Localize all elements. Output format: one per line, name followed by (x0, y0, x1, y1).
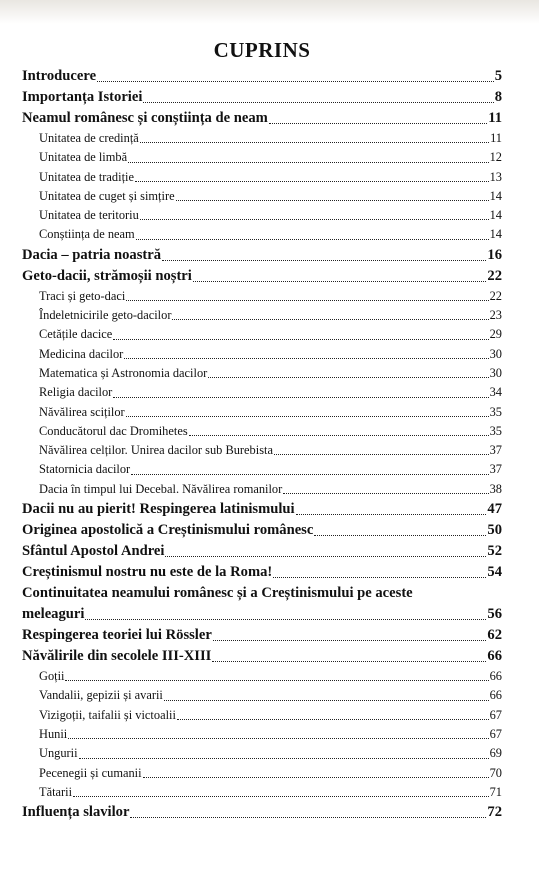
toc-page-number: 29 (489, 327, 502, 342)
toc-entry-main (22, 520, 502, 541)
toc-entry-label: Pecenegii și cumanii (39, 765, 142, 780)
dot-leader (162, 259, 486, 261)
toc-entry-label: Statornicia dacilor (39, 462, 131, 477)
toc-page-number: 12 (489, 150, 502, 165)
toc-entry-sub (22, 168, 502, 187)
toc-list (22, 66, 502, 823)
toc-page-number: 67 (489, 726, 502, 741)
toc-page-number: 66 (487, 648, 502, 665)
toc-entry-sub (22, 686, 502, 705)
toc-page-number: 34 (489, 385, 502, 400)
toc-page-number: 47 (487, 501, 502, 518)
toc-entry-sub (22, 744, 502, 763)
toc-entry-sub (22, 725, 502, 744)
toc-entry-label: Năvălirea celților. Unirea dacilor sub Burebista (39, 443, 273, 458)
toc-entry-main (22, 562, 502, 583)
dot-leader (274, 453, 489, 455)
toc-entry-sub (22, 783, 502, 802)
toc-entry-sub (22, 306, 502, 325)
toc-page-number: 67 (489, 707, 502, 722)
toc-entry-main (22, 541, 502, 562)
toc-entry-label: Îndeletnicirile geto-dacilor (39, 308, 172, 323)
toc-entry-sub (22, 480, 502, 499)
toc-entry-label: Originea apostolică a Creștinismului românesc (22, 522, 314, 539)
dot-leader (165, 555, 486, 557)
dot-leader (68, 737, 488, 739)
toc-entry-sub (22, 225, 502, 244)
toc-page-number: 62 (487, 627, 502, 644)
toc-page-number: 69 (489, 746, 502, 761)
toc-entry-main (22, 66, 502, 87)
toc-page-number: 52 (487, 543, 502, 560)
toc-entry-label: Continuitatea neamului românesc și a Creștinismului pe aceste (22, 585, 413, 602)
dot-leader (113, 338, 488, 340)
toc-entry-sub (22, 383, 502, 402)
toc-page-number: 35 (489, 423, 502, 438)
dot-leader (177, 718, 489, 720)
toc-entry-label: Goții (39, 669, 65, 684)
dot-leader (208, 376, 488, 378)
toc-entry-sub (22, 187, 502, 206)
toc-entry-label: Unitatea de limbă (39, 150, 128, 165)
dot-leader (85, 618, 486, 620)
dot-leader (73, 795, 489, 797)
dot-leader (126, 299, 488, 301)
toc-page-number: 16 (487, 246, 502, 263)
toc-entry-label: Tătarii (39, 784, 73, 799)
toc-entry-label: Conștiința de neam (39, 227, 135, 242)
toc-entry-main (22, 499, 502, 520)
dot-leader (269, 122, 487, 124)
toc-entry-label: Importanța Istoriei (22, 89, 143, 105)
toc-entry-label: Neamul românesc și conștiința de neam (22, 110, 268, 126)
toc-page-number: 30 (489, 365, 502, 380)
dot-leader (136, 238, 489, 240)
toc-entry-sub (22, 206, 502, 225)
dot-leader (176, 199, 489, 201)
toc-entry-label: Vizigoții, taifalii și victoalii (39, 707, 176, 722)
toc-page-number: 72 (487, 804, 502, 821)
dot-leader (273, 576, 486, 578)
dot-leader (164, 699, 489, 701)
dot-leader (314, 534, 486, 536)
dot-leader (126, 415, 489, 417)
dot-leader (193, 280, 487, 282)
toc-entry-sub (22, 325, 502, 344)
dot-leader (143, 776, 489, 778)
toc-entry-sub (22, 148, 502, 167)
dot-leader (172, 318, 488, 320)
toc-entry-label: Hunii (39, 726, 68, 741)
toc-entry-sub (22, 706, 502, 725)
toc-page-number: 37 (489, 443, 502, 458)
dot-leader (130, 816, 486, 818)
toc-page-number: 38 (489, 481, 502, 496)
page-scan-edge (0, 0, 539, 24)
toc-entry-label: Conducătorul dac Dromihetes (39, 423, 188, 438)
toc-entry-label: Influența slavilor (22, 804, 130, 821)
dot-leader (79, 757, 489, 759)
toc-entry-label: Unitatea de tradiție (39, 169, 134, 184)
toc-entry-sub (22, 441, 502, 460)
toc-entry-label: Medicina dacilor (39, 346, 124, 361)
toc-page-number: 8 (494, 89, 502, 105)
dot-leader (140, 218, 489, 220)
toc-entry-sub (22, 764, 502, 783)
toc-entry-continuation (22, 604, 502, 625)
toc-page-number: 66 (489, 669, 502, 684)
toc-page-number: 71 (489, 784, 502, 799)
toc-entry-sub (22, 460, 502, 479)
toc-entry-sub (22, 287, 502, 306)
toc-entry-label: Ungurii (39, 746, 78, 761)
toc-entry-label-cont: meleaguri (22, 606, 85, 623)
toc-entry-sub (22, 667, 502, 686)
toc-entry-main (22, 245, 502, 266)
toc-page-number: 14 (489, 208, 502, 223)
page-title: CUPRINS (213, 38, 311, 62)
toc-entry-label: Respingerea teoriei lui Rössler (22, 627, 212, 644)
toc-page-number: 23 (489, 308, 502, 323)
toc-entry-main (22, 802, 502, 823)
toc-entry-label: Vandalii, gepizii și avarii (39, 688, 163, 703)
toc-entry-main (22, 108, 502, 129)
toc-entry-sub (22, 403, 502, 422)
dot-leader (212, 660, 486, 662)
toc-page-number: 11 (490, 131, 502, 145)
dot-leader (143, 101, 493, 103)
toc-entry-main (22, 625, 502, 646)
toc-entry-label: Unitatea de teritoriu (39, 208, 139, 223)
toc-entry-label: Introducere (22, 68, 97, 84)
toc-entry-label: Năvălirile din secolele III-XIII (22, 648, 212, 665)
dot-leader (189, 434, 489, 436)
dot-leader (128, 161, 489, 163)
toc-page-number: 14 (489, 227, 502, 242)
toc-page-number: 54 (487, 564, 502, 581)
toc-entry-main (22, 646, 502, 667)
toc-entry-sub (22, 345, 502, 364)
dot-leader (65, 679, 488, 681)
toc-page-number: 50 (487, 522, 502, 539)
toc-entry-label: Matematica și Astronomia dacilor (39, 365, 208, 380)
toc-page-number: 11 (488, 110, 502, 126)
toc-page-number: 56 (487, 606, 502, 623)
dot-leader (140, 141, 489, 143)
dot-leader (283, 492, 488, 494)
toc-entry-label: Creștinismul nostru nu este de la Roma! (22, 564, 273, 581)
toc-page-number: 37 (489, 462, 502, 477)
dot-leader (296, 513, 487, 515)
toc-page-number: 13 (489, 169, 502, 184)
toc-page-number: 70 (489, 765, 502, 780)
toc-entry-sub (22, 422, 502, 441)
dot-leader (131, 473, 488, 475)
toc-entry-label: Unitatea de cuget și simțire (39, 188, 175, 203)
dot-leader (97, 80, 494, 82)
toc-entry-main (22, 583, 502, 625)
toc-page-number: 22 (487, 267, 502, 284)
toc-page-number: 14 (489, 188, 502, 203)
toc-entry-label: Năvălirea sciților (39, 404, 125, 419)
toc-page-number: 30 (489, 346, 502, 361)
toc-page-number: 35 (489, 404, 502, 419)
dot-leader (113, 396, 488, 398)
toc-entry-main (22, 266, 502, 287)
toc-entry-label: Geto-dacii, strămoșii noștri (22, 267, 192, 284)
toc-entry-label: Cetățile dacice (39, 327, 113, 342)
toc-entry-sub (22, 364, 502, 383)
dot-leader (135, 180, 489, 182)
toc-page-number: 22 (489, 288, 502, 303)
toc-entry-label: Sfântul Apostol Andrei (22, 543, 165, 560)
toc-entry-label: Dacii nu au pierit! Respingerea latinismului (22, 501, 295, 518)
toc-page-number: 66 (489, 688, 502, 703)
toc-entry-label: Dacia în timpul lui Decebal. Năvălirea romanilor (39, 481, 283, 496)
toc-entry-label: Traci și geto-daci (39, 288, 126, 303)
dot-leader (124, 357, 488, 359)
toc-entry-sub (22, 129, 502, 148)
dot-leader (213, 639, 487, 641)
toc-entry-main (22, 87, 502, 108)
toc-page-number: 5 (494, 68, 502, 84)
toc-entry-label: Unitatea de credință (39, 131, 139, 145)
toc-entry-label: Dacia – patria noastră (22, 246, 162, 263)
toc-entry-label: Religia dacilor (39, 385, 113, 400)
